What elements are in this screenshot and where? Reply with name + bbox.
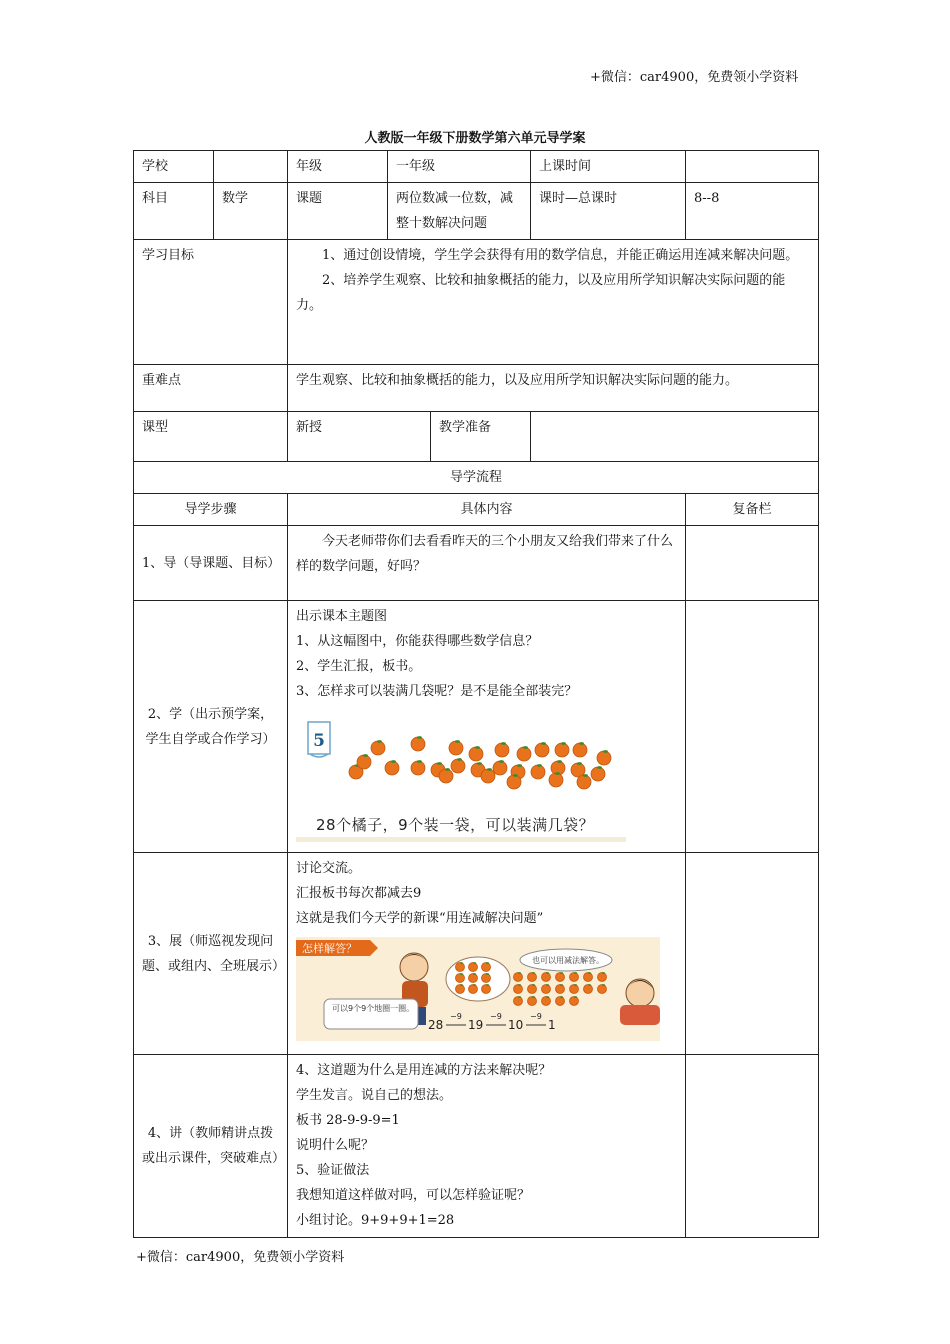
orange-icon [449, 740, 463, 755]
class-time-value [686, 151, 819, 183]
class-time-label: 上课时间 [531, 151, 686, 183]
subject-label: 科目 [134, 183, 214, 240]
prep-value [531, 412, 819, 462]
orange-icon [542, 996, 551, 1005]
subtraction-figure [296, 937, 660, 1041]
oranges-caption: 28个橘子，9个装一袋，可以装满几袋？ [316, 816, 595, 834]
prep-label: 教学准备 [431, 412, 531, 462]
orange-icon [598, 972, 607, 981]
lesson-plan-table [133, 150, 819, 1238]
speech-bubble-right [520, 949, 612, 971]
step-3-review [686, 853, 819, 1055]
step-4-content [288, 1055, 686, 1238]
orange-icon [482, 973, 491, 982]
orange-icon [469, 973, 478, 982]
step-2-review [686, 601, 819, 853]
chain-minus-1: −9 [450, 1012, 462, 1021]
col-steps-header: 导学步骤 [134, 494, 288, 526]
orange-icon [556, 972, 565, 981]
step-4-line-6: 我想知道这样做对吗，可以怎样验证呢？ [296, 1188, 531, 1203]
book-number-icon [308, 722, 330, 757]
period-value: 8--8 [686, 183, 819, 240]
step-4-line-1: 4、这道题为什么是用连减的方法来解决呢？ [296, 1063, 552, 1078]
orange-icon [514, 996, 523, 1005]
col-content-header: 具体内容 [288, 494, 686, 526]
step-1-line-1: 今天老师带你们去看看昨天的三个小朋友又给我们带来了什么样的数学问题，好吗？ [296, 534, 674, 574]
orange-icon [469, 746, 483, 761]
orange-icon [597, 750, 611, 765]
orange-icon [570, 972, 579, 981]
footer-note: +微信：car4900，免费领小学资料 [136, 1250, 345, 1265]
step-3-content [288, 853, 686, 1055]
orange-icon [542, 984, 551, 993]
step-1-label: 1、导（导课题、目标） [134, 526, 288, 601]
orange-icon [517, 746, 531, 761]
step-4-line-7: 小组讨论。9+9+9+1=28 [296, 1213, 455, 1228]
lesson-type-value: 新授 [288, 412, 431, 462]
goal-item-2: 2、培养学生观察、比较和抽象概括的能力，以及应用所学知识解决实际问题的能力。 [296, 273, 786, 313]
topic-value: 两位数减一位数，减整十数解决问题 [388, 183, 531, 240]
step-2-line-2: 1、从这幅图中，你能获得哪些数学信息？ [296, 634, 539, 649]
step-3-line-3: 这就是我们今天学的新课“用连减解决问题” [296, 911, 544, 926]
orange-icon [495, 742, 509, 757]
orange-icon [456, 962, 465, 971]
figure-number: 5 [313, 731, 325, 751]
document-title: 人教版一年级下册数学第六单元导学案 [364, 131, 586, 146]
col-review-header: 复备栏 [686, 494, 819, 526]
step-4-line-4: 说明什么呢？ [296, 1138, 375, 1153]
step-2-line-3: 2、学生汇报，板书。 [296, 659, 422, 674]
chain-19: 19 [468, 1018, 484, 1032]
orange-icon [482, 962, 491, 971]
chain-minus-3: −9 [530, 1012, 542, 1021]
orange-icon [514, 984, 523, 993]
step-4-review [686, 1055, 819, 1238]
speech-bubble-left [324, 999, 418, 1029]
period-label: 课时—总课时 [531, 183, 686, 240]
orange-icon [570, 984, 579, 993]
orange-icon [456, 973, 465, 982]
question-tag-text: 怎样解答？ [302, 942, 357, 955]
step-2-line-1: 出示课本主题图 [296, 609, 388, 624]
orange-icon [451, 758, 465, 773]
orange-icon [469, 962, 478, 971]
orange-group [349, 736, 611, 789]
orange-icon [514, 972, 523, 981]
orange-icon [570, 996, 579, 1005]
step-3-line-2: 汇报板书每次都减去9 [296, 886, 422, 901]
orange-icon [573, 742, 587, 757]
orange-icon [456, 984, 465, 993]
orange-icon [469, 984, 478, 993]
orange-icon [385, 760, 399, 775]
grade-label: 年级 [288, 151, 388, 183]
topic-label: 课题 [288, 183, 388, 240]
step-2-content [288, 601, 686, 853]
step-1-content [288, 526, 686, 601]
orange-icon [591, 766, 605, 781]
orange-icon [535, 742, 549, 757]
key-points-value: 学生观察、比较和抽象概括的能力，以及应用所学知识解决实际问题的能力。 [288, 365, 819, 412]
chain-minus-2: −9 [490, 1012, 502, 1021]
orange-icon [371, 740, 385, 755]
goals-content [288, 240, 819, 365]
step-4-line-3: 板书 28-9-9-9=1 [296, 1113, 400, 1128]
step-4-line-2: 学生发言。说自己的想法。 [296, 1088, 453, 1103]
step-4-line-5: 5、验证做法 [296, 1163, 370, 1178]
subtraction-illustration [296, 937, 660, 1041]
orange-icon [542, 972, 551, 981]
orange-icon [482, 984, 491, 993]
step-4-label: 4、讲（教师精讲点拨或出示课件，突破难点） [134, 1055, 288, 1238]
flow-heading: 导学流程 [134, 462, 819, 494]
orange-icon [584, 972, 593, 981]
subject-value: 数学 [214, 183, 288, 240]
orange-icon [411, 760, 425, 775]
figure-strip [296, 837, 626, 842]
step-1-review [686, 526, 819, 601]
school-value [214, 151, 288, 183]
step-2-label: 2、学（出示预学案，学生自学或合作学习） [134, 601, 288, 853]
orange-icon [555, 742, 569, 757]
step-3-line-1: 讨论交流。 [296, 861, 362, 876]
orange-icon [411, 736, 425, 751]
orange-icon [556, 984, 565, 993]
header-note: +微信：car4900，免费领小学资料 [590, 70, 799, 85]
goals-label: 学习目标 [134, 240, 288, 365]
key-points-label: 重难点 [134, 365, 288, 412]
school-label: 学校 [134, 151, 214, 183]
step-2-line-4: 3、怎样求可以装满几袋呢？是不是能全部装完？ [296, 684, 578, 699]
step-3-label: 3、展（师巡视发现问题、或组内、全班展示） [134, 853, 288, 1055]
orange-icon [531, 764, 545, 779]
chain-1: 1 [548, 1018, 556, 1032]
speech-left-text: 可以9个9个地圈一圈。 [332, 1004, 415, 1013]
orange-icon [528, 984, 537, 993]
orange-icon [584, 984, 593, 993]
goal-item-1: 1、通过创设情境，学生学会获得有用的数学信息，并能正确运用连减来解决问题。 [322, 248, 799, 263]
lesson-type-label: 课型 [134, 412, 288, 462]
orange-icon [528, 996, 537, 1005]
grade-value: 一年级 [388, 151, 531, 183]
orange-icon [357, 754, 371, 769]
chain-10: 10 [508, 1018, 524, 1032]
orange-icon [556, 996, 565, 1005]
orange-icon [528, 972, 537, 981]
speech-right-text: 也可以用减法解答。 [532, 956, 604, 965]
orange-icon [598, 984, 607, 993]
oranges-figure [296, 710, 626, 842]
orange-icon [493, 760, 507, 775]
chain-28: 28 [428, 1018, 444, 1032]
